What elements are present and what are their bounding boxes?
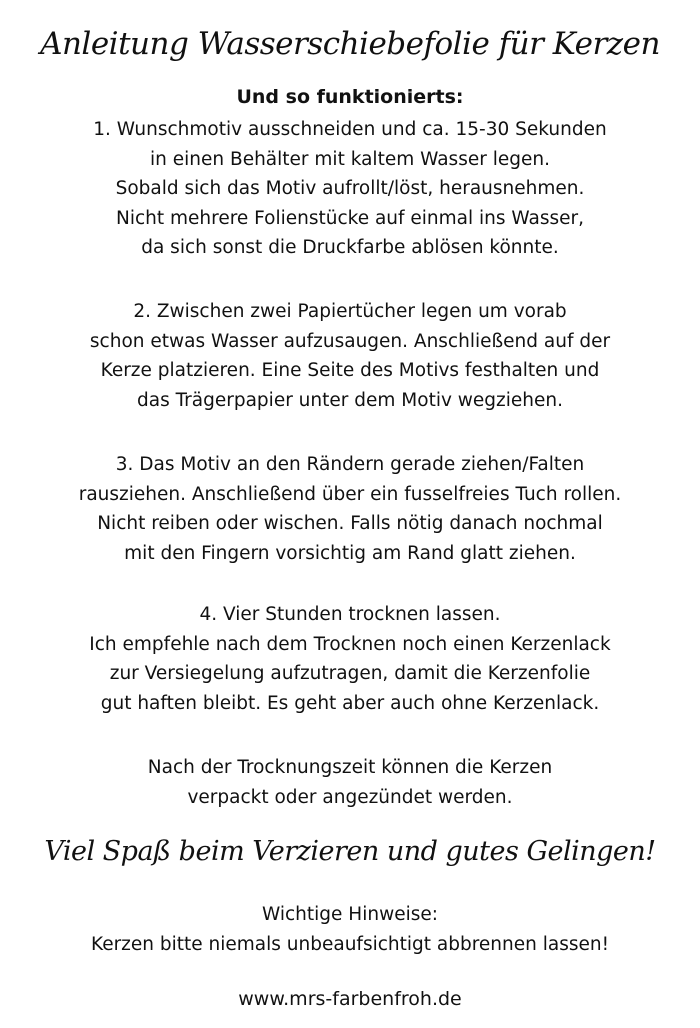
important-notes [20,900,680,959]
step-3 [20,450,680,568]
step-1-line-4: Nicht mehrere Folienstücke auf einmal ins Wasser, [115,207,585,229]
step-1 [20,115,680,263]
drying-note-line-2: verpackt oder angezündet werden. [187,786,513,808]
step-3-line-1: 3. Das Motiv an den Rändern gerade ziehen/Falten [115,454,585,475]
page-title: Anleitung Wasserschiebefolie für Kerzen [40,26,660,62]
step-4-line-4: gut haften bleibt. Es geht aber auch ohne Kerzenlack. [100,692,600,714]
step-4-line-2: Ich empfehle nach dem Trocknen noch einen Kerzenlack [89,633,611,655]
step-2-line-4: das Trägerpapier unter dem Motiv wegziehen. [137,389,563,411]
step-2-line-3: Kerze platzieren. Eine Seite des Motivs festhalten und [100,360,600,381]
step-4-line-3: zur Versiegelung aufzutragen, damit die Kerzenfolie [109,663,591,684]
important-notes-text: Kerzen bitte niemals unbeaufsichtigt abbrennen lassen! [90,933,610,955]
website-url: www.mrs-farbenfroh.de [238,988,462,1010]
step-1-line-1: 1. Wunschmotiv ausschneiden und ca. 15-30 Sekunden [93,119,607,140]
drying-note-line-1: Nach der Trocknungszeit können die Kerzen [147,757,553,778]
step-4 [20,600,680,718]
closing-message: Viel Spaß beim Verzieren und gutes Gelingen! [44,836,656,867]
step-3-line-2: rausziehen. Anschließend über ein fusselfreies Tuch rollen. [78,483,622,505]
subtitle: Und so funktionierts: [236,86,464,108]
step-3-line-3: Nicht reiben oder wischen. Falls nötig danach nochmal [97,513,603,534]
step-4-line-1: 4. Vier Stunden trocknen lassen. [199,604,501,625]
step-3-line-4: mit den Fingern vorsichtig am Rand glatt ziehen. [124,542,576,564]
step-1-line-3: Sobald sich das Motiv aufrollt/löst, herausnehmen. [115,178,585,199]
step-2-line-1: 2. Zwischen zwei Papiertücher legen um vorab [133,301,567,322]
step-1-line-5: da sich sonst die Druckfarbe ablösen könnte. [141,237,559,258]
important-notes-heading: Wichtige Hinweise: [261,904,438,925]
step-2 [20,297,680,415]
drying-note [20,753,680,812]
step-2-line-2: schon etwas Wasser aufzusaugen. Anschließend auf der [89,330,611,352]
step-1-line-2: in einen Behälter mit kaltem Wasser legen. [150,148,550,170]
